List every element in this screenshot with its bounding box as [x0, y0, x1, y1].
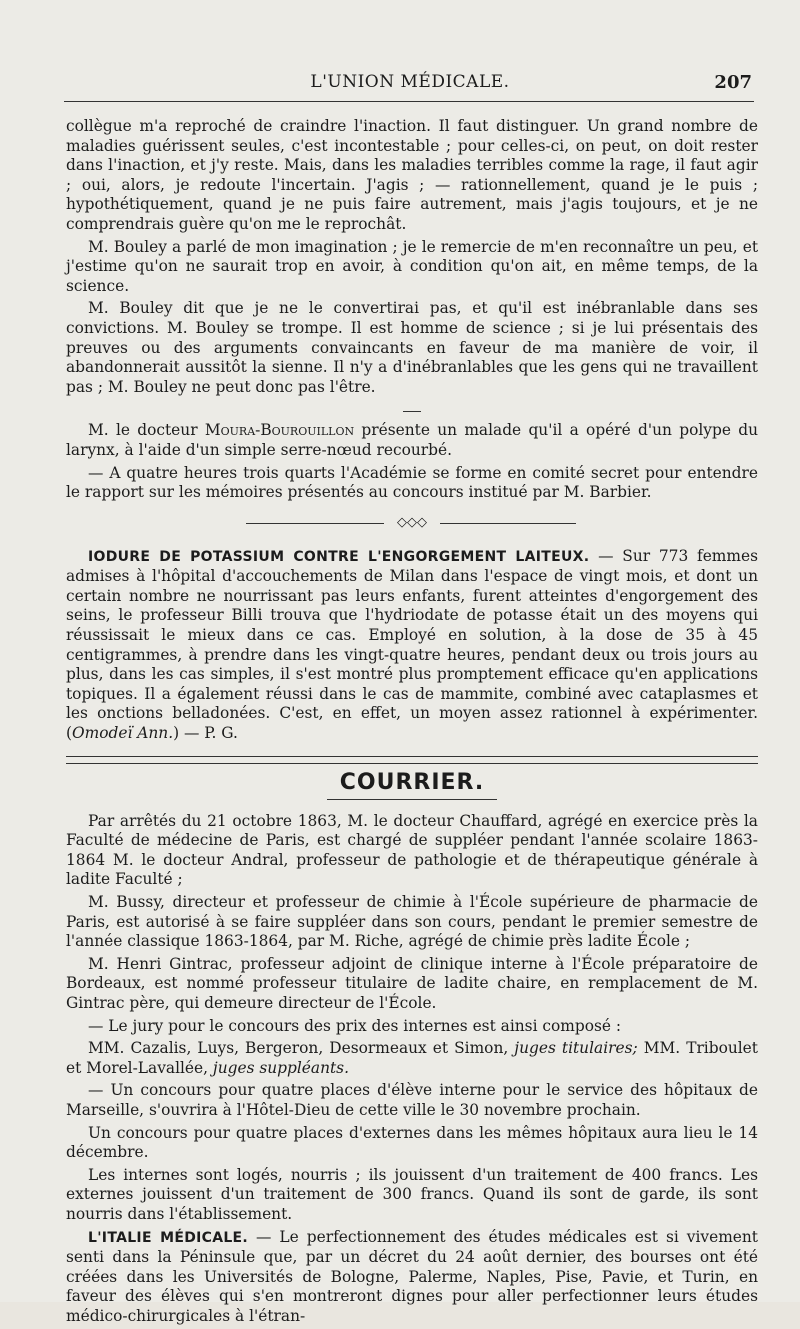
juges-titulaires: juges titulaires;	[514, 1039, 638, 1058]
iodure-signature: ) — P. G.	[173, 724, 238, 743]
paragraph-bouley-imagination: M. Bouley a parlé de mon imagination ; je le remercie de m'en reconnaître un peu, et j'estime qu'on ne saurait trop en avoir, à condition qu'on ait, en même temps, de la science.	[66, 237, 758, 295]
juges-names-2: MM. Triboulet et Morel-Lavallée,	[66, 1039, 758, 1077]
header-rule	[64, 101, 754, 102]
text-column	[66, 117, 758, 1329]
title-underline	[327, 799, 497, 800]
running-head	[60, 72, 760, 98]
courrier-paragraph-italie	[66, 1228, 758, 1327]
ornamental-divider	[66, 515, 758, 533]
iodure-text: — Sur 773 femmes admises à l'hôpital d'accouchements de Milan dans l'espace de vingt mois, et dont un certain nombre ne nourrissant pas leurs enfants, furent atteintes d'engorgement des seins, le professeur Billi trouva que l'hydriodate de potasse était un des moyens qui réussissait le mieux dans ce cas. Employé en solution, à la dose de 35 à 45 centigrammes, à prendre dans les vingt-quatre heures, pendant deux ou trois jours au plus, dans les cas simples, il s'est montré plus promptement efficace qu'en applications topiques. Il a également réussi dans le cas de mammite, combiné avec cataplasmes et les onctions belladonées. C'est, en effet, un moyen assez rationnel à expérimenter. (	[66, 546, 758, 743]
italie-rubric: L'ITALIE MÉDICALE.	[88, 1229, 249, 1246]
paragraph-comite-secret: — A quatre heures trois quarts l'Académie se forme en comité secret pour entendre le rapport sur les mémoires présentés au concours institué par M. Barbier.	[66, 463, 758, 502]
page-number: 207	[714, 72, 752, 93]
iodure-source: Omodeï Ann.	[72, 724, 174, 743]
italie-text: — Le perfectionnement des études médicales est si vivement senti dans la Péninsule que, par un décret du 24 août dernier, des bourses ont été créées dans les Universités de Bologne, Palerme, Naples, Pise, Pavie, et Turin, en faveur des élèves qui s'en montreront dignes pour aller perfectionner leurs études médico-chirurgicales à l'étran-	[66, 1227, 758, 1325]
iodure-rubric: IODURE DE POTASSIUM CONTRE L'ENGORGEMENT LAITEUX.	[88, 548, 590, 565]
short-dash-separator	[66, 401, 758, 415]
double-rule	[66, 756, 758, 764]
journal-title: L'UNION MÉDICALE.	[310, 72, 510, 92]
ornament-icon: ◇◇◇	[384, 516, 440, 530]
courrier-paragraph-marseille-externes: Un concours pour quatre places d'externes dans les mêmes hôpitaux aura lieu le 14 décembre.	[66, 1123, 758, 1162]
courrier-paragraph-marseille-internes: — Un concours pour quatre places d'élève interne pour le service des hôpitaux de Marseille, s'ouvrira à l'Hôtel-Dieu de cette ville le 30 novembre prochain.	[66, 1081, 758, 1119]
section-title-courrier: COURRIER.	[339, 769, 485, 795]
courrier-paragraph-jury: — Le jury pour le concours des prix des internes est ainsi composé :	[88, 1016, 622, 1035]
juges-suppleants: juges suppléants.	[212, 1058, 349, 1077]
moura-prefix: M. le docteur	[88, 421, 205, 440]
doctor-name: Moura-Bourouillon	[204, 421, 355, 440]
juges-names-1: MM. Cazalis, Luys, Bergeron, Desormeaux et Simon,	[88, 1039, 515, 1058]
paragraph-bouley-convictions: M. Bouley dit que je ne le convertirai pas, et qu'il est inébranlable dans ses convictions. M. Bouley se trompe. Il est homme de science ; si je lui présentais des preuves ou des arguments convaincants en faveur de ma manière de voir, il abandonnerait aussitôt la sienne. Il n'y a d'inébranlables que les gens qui ne travaillent pas ; M. Bouley ne peut donc pas l'être.	[66, 299, 758, 396]
courrier-paragraph-chauffard: Par arrêtés du 21 octobre 1863, M. le docteur Chauffard, agrégé en exercice près la Faculté de médecine de Paris, est chargé de suppléer pendant l'année scolaire 1863-1864 M. le docteur Andral, professeur de pathologie et de thérapeutique générale à ladite Faculté ;	[66, 811, 758, 889]
paragraph-continued: collègue m'a reproché de craindre l'inaction. Il faut distinguer. Un grand nombre de maladies guérissent seules, c'est incontestable ; pour celles-ci, on peut, on doit rester dans l'inaction, et j'y reste. Mais, dans les maladies terribles comme la rage, il faut agir ; oui, alors, je redoute l'incertain. J'agis ; — rationnellement, quand je le puis ; hypothétiquement, quand je ne puis faire autrement, mais j'agis toujours, et je ne comprendrais guère qu'on me le reprochât.	[66, 117, 758, 233]
courrier-paragraph-bussy: M. Bussy, directeur et professeur de chimie à l'École supérieure de pharmacie de Paris, est autorisé à se faire suppléer dans son cours, pendant le premier semestre de l'année classique 1863-1864, par M. Riche, agrégé de chimie près ladite École ;	[66, 893, 758, 951]
paragraph-moura-bourouillon	[66, 421, 758, 460]
paragraph-iodure	[66, 547, 758, 744]
moura-suffix: présente un malade qu'il a opéré d'un polype du larynx, à l'aide d'un simple serre-nœud recourbé.	[66, 421, 758, 459]
courrier-paragraph-traitement: Les internes sont logés, nourris ; ils jouissent d'un traitement de 400 francs. Les externes jouissent d'un traitement de 300 francs. Quand ils sont de garde, ils sont nourris dans l'établissement.	[66, 1165, 758, 1223]
courrier-paragraph-gintrac: M. Henri Gintrac, professeur adjoint de clinique interne à l'École préparatoire de Bordeaux, est nommé professeur titulaire de ladite chaire, en remplacement de M. Gintrac père, qui demeure directeur de l'École.	[66, 954, 758, 1012]
courrier-paragraph-juges	[66, 1039, 758, 1078]
